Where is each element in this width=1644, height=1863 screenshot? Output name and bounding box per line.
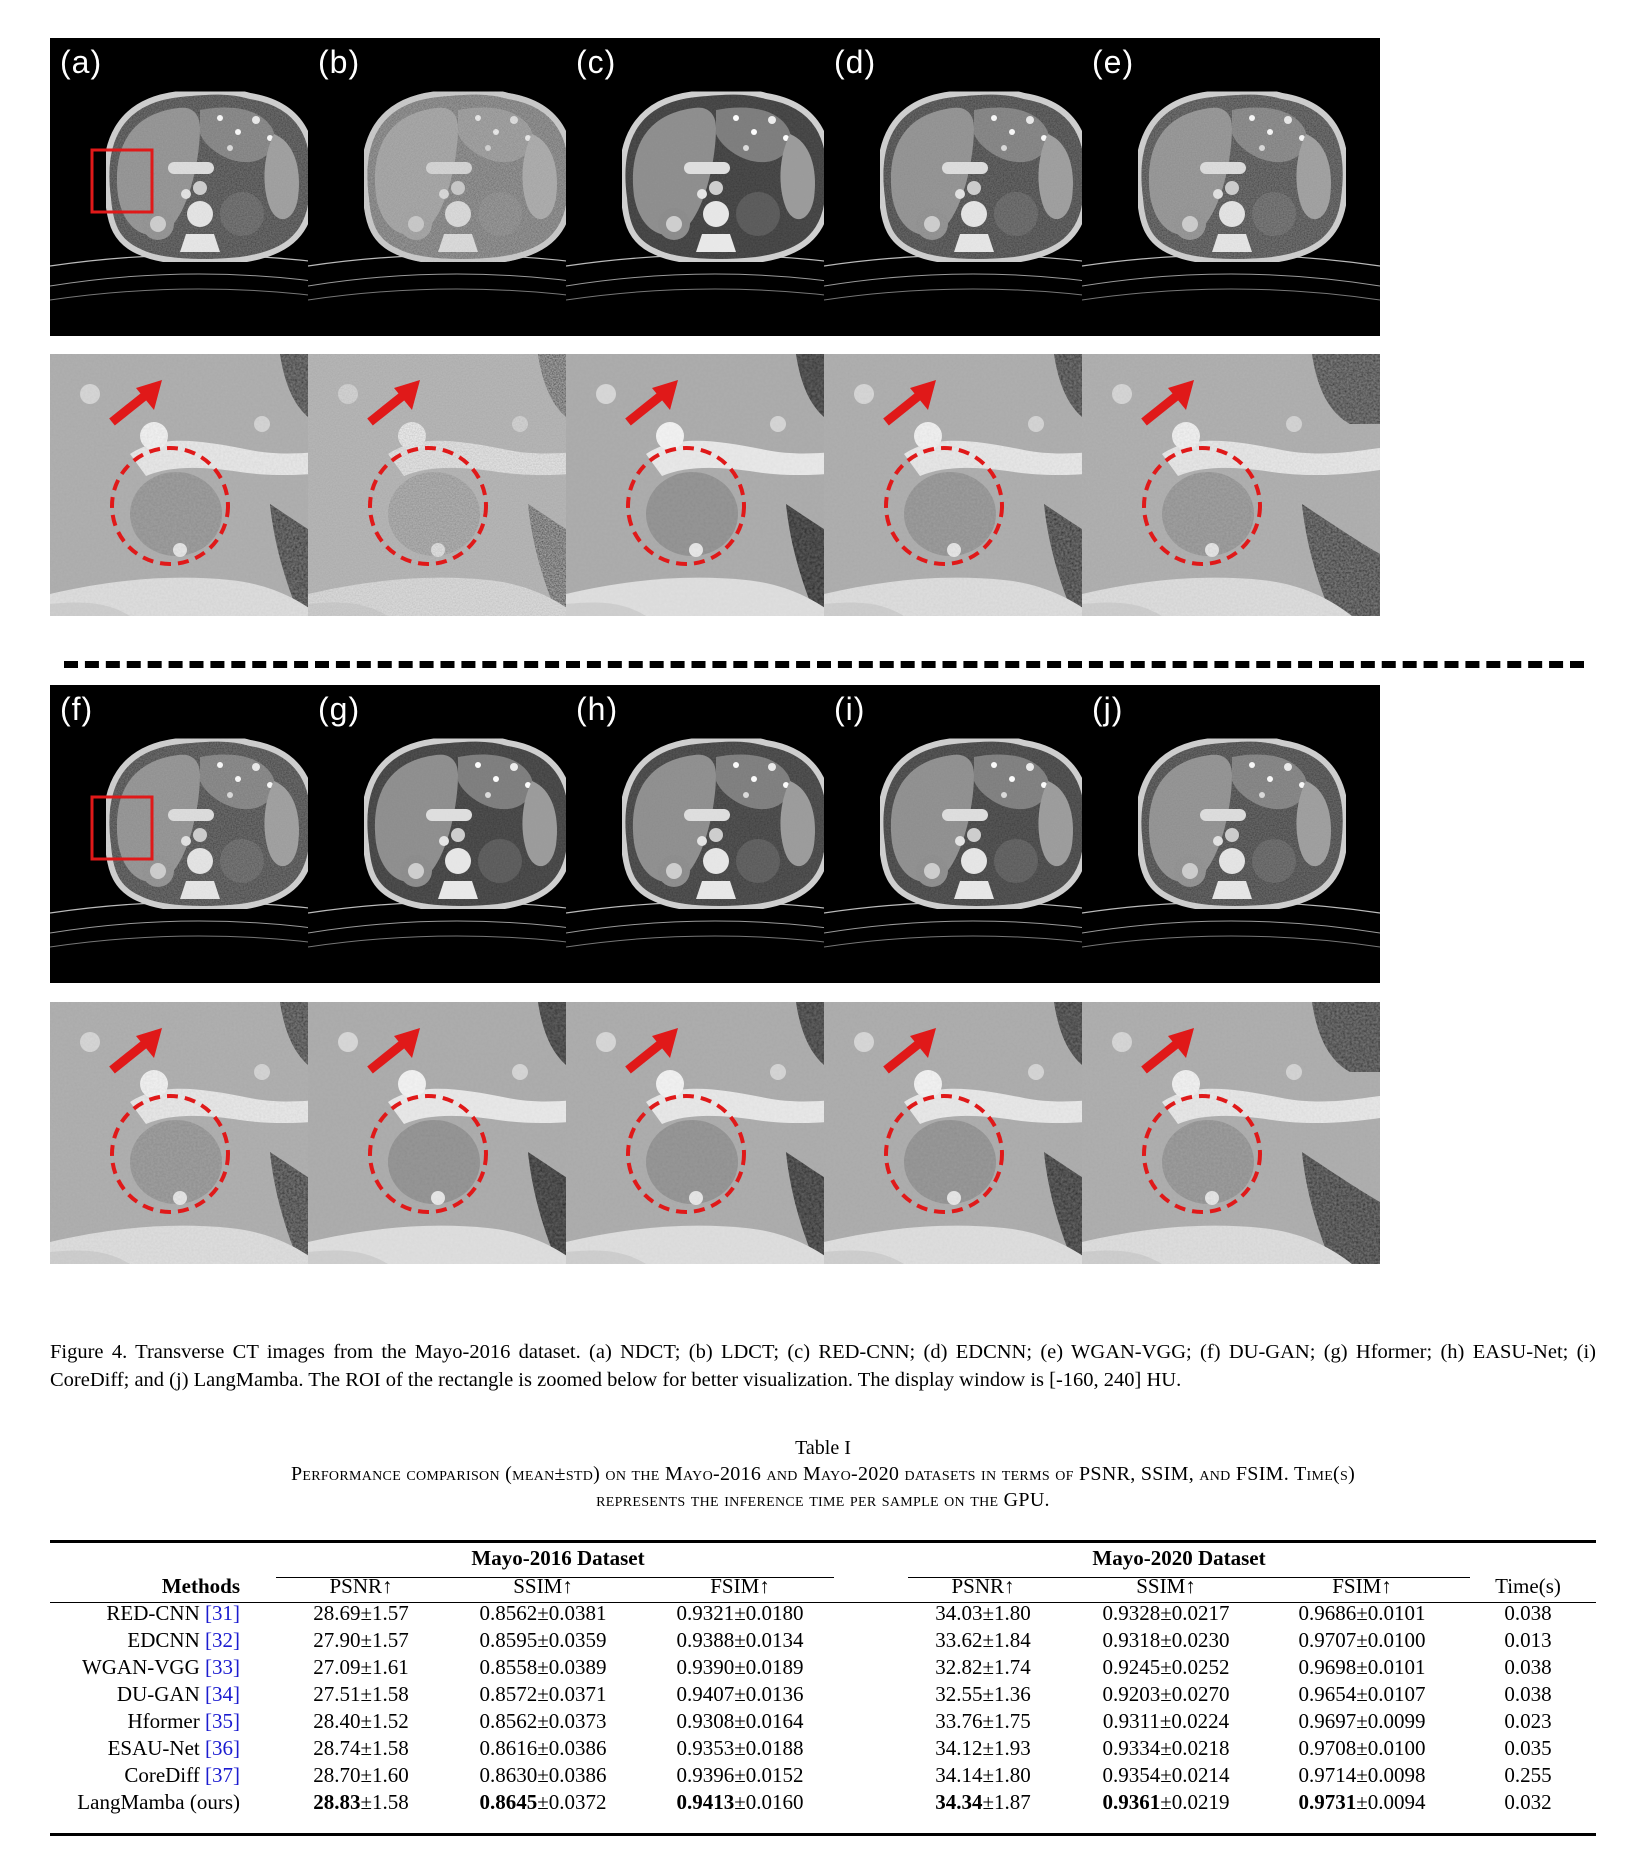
time-cell: 0.038 [1504, 1601, 1552, 1625]
time-cell: 0.035 [1504, 1736, 1552, 1760]
method-name: WGAN-VGG [33] [81, 1655, 240, 1679]
roi-zoom-panel-e [1082, 354, 1380, 616]
metric-cell: 0.9203±0.0270 [1102, 1682, 1230, 1706]
metric-cell: 34.34±1.87 [935, 1790, 1031, 1814]
metric-cell: 0.9396±0.0152 [676, 1763, 804, 1787]
group-mayo-2016: Mayo-2016 Dataset [471, 1545, 645, 1570]
table-number: Table I [795, 1437, 851, 1459]
metric-cell: 0.9245±0.0252 [1102, 1655, 1230, 1679]
metric-cell: 0.9707±0.0100 [1298, 1628, 1426, 1652]
table-title-line-2: represents the inference time per sample on the GPU. [596, 1489, 1050, 1511]
methods-header: Methods [161, 1574, 240, 1598]
metric-cell: 0.8562±0.0381 [479, 1601, 607, 1625]
roi-zoom-panel-i [824, 1002, 1122, 1264]
table-row [50, 1681, 1596, 1708]
citation-link[interactable]: [31] [205, 1601, 240, 1625]
panel-label: (f) [60, 691, 94, 727]
metric-cell: 33.76±1.75 [935, 1709, 1031, 1733]
metric-cell: 0.8572±0.0371 [479, 1682, 607, 1706]
metric-cell: 0.9311±0.0224 [1102, 1709, 1230, 1733]
metric-cell: 0.8595±0.0359 [479, 1628, 607, 1652]
time-cell: 0.032 [1504, 1790, 1552, 1814]
roi-zoom-panel-d [824, 354, 1122, 616]
metric-cell: 0.9708±0.0100 [1298, 1736, 1426, 1760]
citation-link[interactable]: [33] [205, 1655, 240, 1679]
metric-cell: 0.9388±0.0134 [676, 1628, 804, 1652]
panel-label: (i) [834, 691, 866, 727]
metric-cell: 0.8630±0.0386 [479, 1763, 607, 1787]
roi-zoom-panel-f [50, 1002, 348, 1264]
method-name: LangMamba (ours) [77, 1790, 240, 1814]
metric-cell: 0.8645±0.0372 [479, 1790, 607, 1814]
metric-cell: 0.8558±0.0389 [479, 1655, 607, 1679]
method-name: DU-GAN [34] [116, 1682, 240, 1706]
method-name: ESAU-Net [36] [107, 1736, 240, 1760]
roi-zoom-panel-b [308, 354, 606, 616]
ct-panel-d [824, 38, 1122, 336]
metric-cell: 28.69±1.57 [313, 1601, 409, 1625]
panel-label: (c) [576, 44, 617, 80]
time-cell: 0.255 [1504, 1763, 1552, 1787]
table-row [50, 1789, 1596, 1816]
roi-zoom-panel-j [1082, 1002, 1380, 1264]
metric-cell: 28.40±1.52 [313, 1709, 409, 1733]
ct-panel-c [566, 38, 864, 336]
figure-caption [50, 1338, 1596, 1394]
roi-zoom-panel-g [308, 1002, 606, 1264]
panel-label: (j) [1092, 691, 1124, 727]
table-row [50, 1654, 1596, 1681]
table-row [50, 1735, 1596, 1762]
roi-zoom-panel-a [50, 354, 348, 616]
caption-lead: Figure 4. [50, 1341, 128, 1363]
metric-cell: 0.9654±0.0107 [1298, 1682, 1426, 1706]
ct-panel-e [1082, 38, 1380, 336]
table-row [50, 1762, 1596, 1789]
header-psnr-2016: PSNR↑ [329, 1574, 393, 1598]
metric-cell: 0.9407±0.0136 [676, 1682, 804, 1706]
ct-panel-j [1082, 685, 1380, 983]
header-ssim-2020: SSIM↑ [1136, 1574, 1196, 1598]
time-cell: 0.038 [1504, 1682, 1552, 1706]
metric-cell: 0.9686±0.0101 [1298, 1601, 1426, 1625]
group-mayo-2020: Mayo-2020 Dataset [1092, 1545, 1266, 1570]
table-bottom-rule [50, 1833, 1596, 1836]
metric-cell: 0.8616±0.0386 [479, 1736, 607, 1760]
panel-label: (e) [1092, 44, 1135, 80]
panel-label: (g) [318, 691, 361, 727]
ct-panel-f [50, 685, 348, 983]
citation-link[interactable]: [35] [205, 1709, 240, 1733]
metric-cell: 0.9334±0.0218 [1102, 1736, 1230, 1760]
metric-cell: 0.9321±0.0180 [676, 1601, 804, 1625]
metric-cell: 0.9361±0.0219 [1102, 1790, 1230, 1814]
method-name: Hformer [35] [127, 1709, 240, 1733]
header-time: Time(s) [1495, 1574, 1561, 1598]
metric-cell: 27.09±1.61 [313, 1655, 409, 1679]
roi-zoom-panel-h [566, 1002, 864, 1264]
method-name: CoreDiff [37] [124, 1763, 240, 1787]
time-cell: 0.013 [1504, 1628, 1552, 1652]
table-row [50, 1708, 1596, 1735]
panel-label: (b) [318, 44, 361, 80]
table-title-line-1: Performance comparison (mean±std) on the Mayo-2016 and Mayo-2020 datasets in terms of PSNR, SSIM, and FSIM. Time(s) [290, 1463, 1356, 1485]
header-fsim-2016: FSIM↑ [710, 1574, 770, 1598]
metric-cell: 0.9354±0.0214 [1102, 1763, 1230, 1787]
time-cell: 0.038 [1504, 1655, 1552, 1679]
metric-cell: 0.9731±0.0094 [1298, 1790, 1426, 1814]
metric-cell: 27.51±1.58 [313, 1682, 409, 1706]
metric-cell: 0.9308±0.0164 [676, 1709, 804, 1733]
ct-panel-i [824, 685, 1122, 983]
caption-text: Transverse CT images from the Mayo-2016 dataset. (a) NDCT; (b) LDCT; (c) RED-CNN; (d) EDCNN; (e) WGAN-VGG; (f) DU-GAN; (g) Hformer; (h) EASU-Net; (i) CoreDiff; and (j) LangMamba. The ROI of the rectangle is zoomed below for better visualization. The display window is [-160, 240] HU. [50, 1341, 1597, 1391]
roi-zoom-panel-c [566, 354, 864, 616]
metric-cell: 32.55±1.36 [935, 1682, 1031, 1706]
metric-cell: 28.74±1.58 [313, 1736, 409, 1760]
metric-cell: 0.9328±0.0217 [1102, 1601, 1230, 1625]
metric-cell: 32.82±1.74 [935, 1655, 1031, 1679]
panel-label: (d) [834, 44, 877, 80]
metric-cell: 33.62±1.84 [935, 1628, 1031, 1652]
ct-panel-g [308, 685, 606, 983]
header-fsim-2020: FSIM↑ [1332, 1574, 1392, 1598]
method-name: EDCNN [32] [127, 1628, 240, 1652]
metric-cell: 27.90±1.57 [313, 1628, 409, 1652]
ct-panel-a [50, 38, 348, 336]
ct-panel-h [566, 685, 864, 983]
metric-cell: 0.9698±0.0101 [1298, 1655, 1426, 1679]
citation-link[interactable]: [37] [205, 1763, 240, 1787]
row-separator-dashed-line [64, 661, 1584, 668]
panel-label: (a) [60, 44, 103, 80]
table-row [50, 1627, 1596, 1654]
table-row [50, 1600, 1596, 1627]
metric-cell: 0.9318±0.0230 [1102, 1628, 1230, 1652]
metric-cell: 0.9714±0.0098 [1298, 1763, 1426, 1787]
header-ssim-2016: SSIM↑ [513, 1574, 573, 1598]
metric-cell: 0.9353±0.0188 [676, 1736, 804, 1760]
metric-cell: 0.8562±0.0373 [479, 1709, 607, 1733]
citation-link[interactable]: [32] [205, 1628, 240, 1652]
citation-link[interactable]: [36] [205, 1736, 240, 1760]
metric-cell: 0.9697±0.0099 [1298, 1709, 1426, 1733]
metric-cell: 28.70±1.60 [313, 1763, 409, 1787]
metric-cell: 34.12±1.93 [935, 1736, 1031, 1760]
ct-panel-b [308, 38, 606, 336]
method-name: RED-CNN [31] [106, 1601, 240, 1625]
metric-cell: 0.9413±0.0160 [676, 1790, 804, 1814]
time-cell: 0.023 [1504, 1709, 1552, 1733]
metric-cell: 0.9390±0.0189 [676, 1655, 804, 1679]
metric-cell: 34.03±1.80 [935, 1601, 1031, 1625]
header-psnr-2020: PSNR↑ [951, 1574, 1015, 1598]
metric-cell: 34.14±1.80 [935, 1763, 1031, 1787]
citation-link[interactable]: [34] [205, 1682, 240, 1706]
panel-label: (h) [576, 691, 619, 727]
metric-cell: 28.83±1.58 [313, 1790, 409, 1814]
results-table [50, 1543, 1596, 1816]
